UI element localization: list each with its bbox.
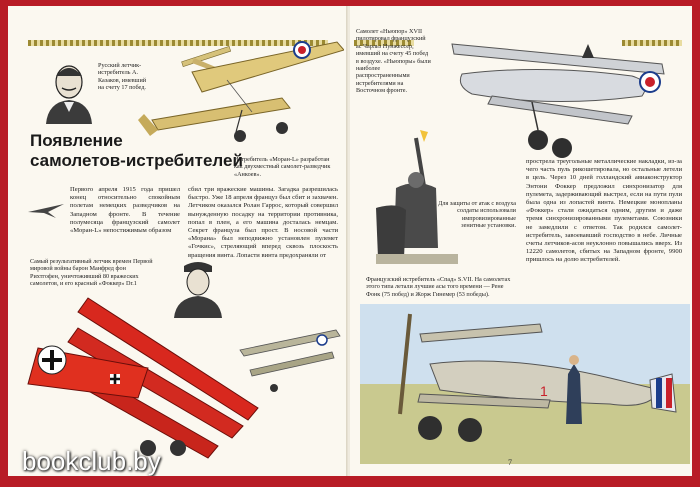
stork-emblem-icon [26,200,66,220]
svg-text:1: 1 [540,383,548,399]
caption-morane: Истребитель «Моран-L» разработан как двухместный самолет-разведчик «Анкоев». [234,156,331,178]
illustration-nieuport-plane [432,24,680,164]
illustration-spad-scene [360,304,690,464]
caption-aa-defense: Для защиты от атак с воздуха солдаты использовали импровизированные зенитные установки. [438,200,516,230]
illustration-green-biplane [236,324,344,394]
caption-richthofen: Самый результативный летчик времен Первой мировой войны барон Манфред фон Рихтгофен, уничтоживший 80 вражеских самолетов, и его красный «Фоккер» Dr.1 [30,258,153,288]
page-number: 7 [508,458,512,467]
illustration-aa-soldiers [376,128,458,264]
illustration-red-fokker [18,288,268,464]
watermark: bookclub.by [22,446,161,476]
left-page [8,6,348,476]
heading-line-1: Появление [30,131,123,150]
paragraph-col-2: сбил три вражеские машины. Загадка разрешилась быстро. Уже 18 апреля француз был сбит и захвачен. Летчиком оказался Ролан Гаррос, который совершил вынужденную посадку на территории противника, попал в плен, а его машина досталась немцам. Секрет француза был прост. В носовой части «Морана» был неподвижно установлен пулемет «Гочкис», стреляющий вперед сквозь плоскость вращения винта. Лопасти винта предохраняли от [188,186,338,259]
caption-nieuport: Самолет «Ньюпор» XVII пилотировал французский ас Чарльз Нунжессер, имевший на счету 45 побед в воздухе. «Ньюпоры» были наиболее распространенными истребителями на Восточном фронте. [356,28,431,95]
paragraph-col-1: Первого апреля 1915 года пришел конец относительно спокойным полетам немецких разведчиков на Западном фронте. В течение полумесяца французский самолет «Моран-L» непостижимым образом [70,186,180,235]
heading-line-2: самолетов-истребителей [30,151,243,170]
right-page [350,6,692,476]
caption-spad: Французский истребитель «Спад» S.VII. На самолетах этого типа летали лучшие асы того времени — Рене Фонк (75 побед) и Жорж Гинемер (53 победы). [366,276,511,298]
portrait-kazakov [42,58,96,124]
paragraph-right: прострела треугольные металлические накладки, из-за чего часть пуль рикошетировала, но остальные летели в цель. Через 10 дней голландский авиаконструктор Энтони Фоккер предложил синхронизатор для пулемета, задерживающий выстрел, если на пути пули была одна из лопастей винта. Немецкие монопланы «Фоккер» стали ожидаться одним, другим и даже тремя синхронизированными пулеметами. Союзники не замедлили с ответом. Так родился самолет-истребитель, завоевавший господство в небе. Личные счеты летчиков-асов неуклонно повышались вверх. Из 12220 самолетов, сбитых на Западном фронте, 9900 пришлось на долю истребителей. [526,158,682,264]
portrait-caption-kazakov: Русский летчик-истребитель А. Казаков, имевший на счету 17 побед. [98,62,147,92]
article-heading [30,131,243,171]
